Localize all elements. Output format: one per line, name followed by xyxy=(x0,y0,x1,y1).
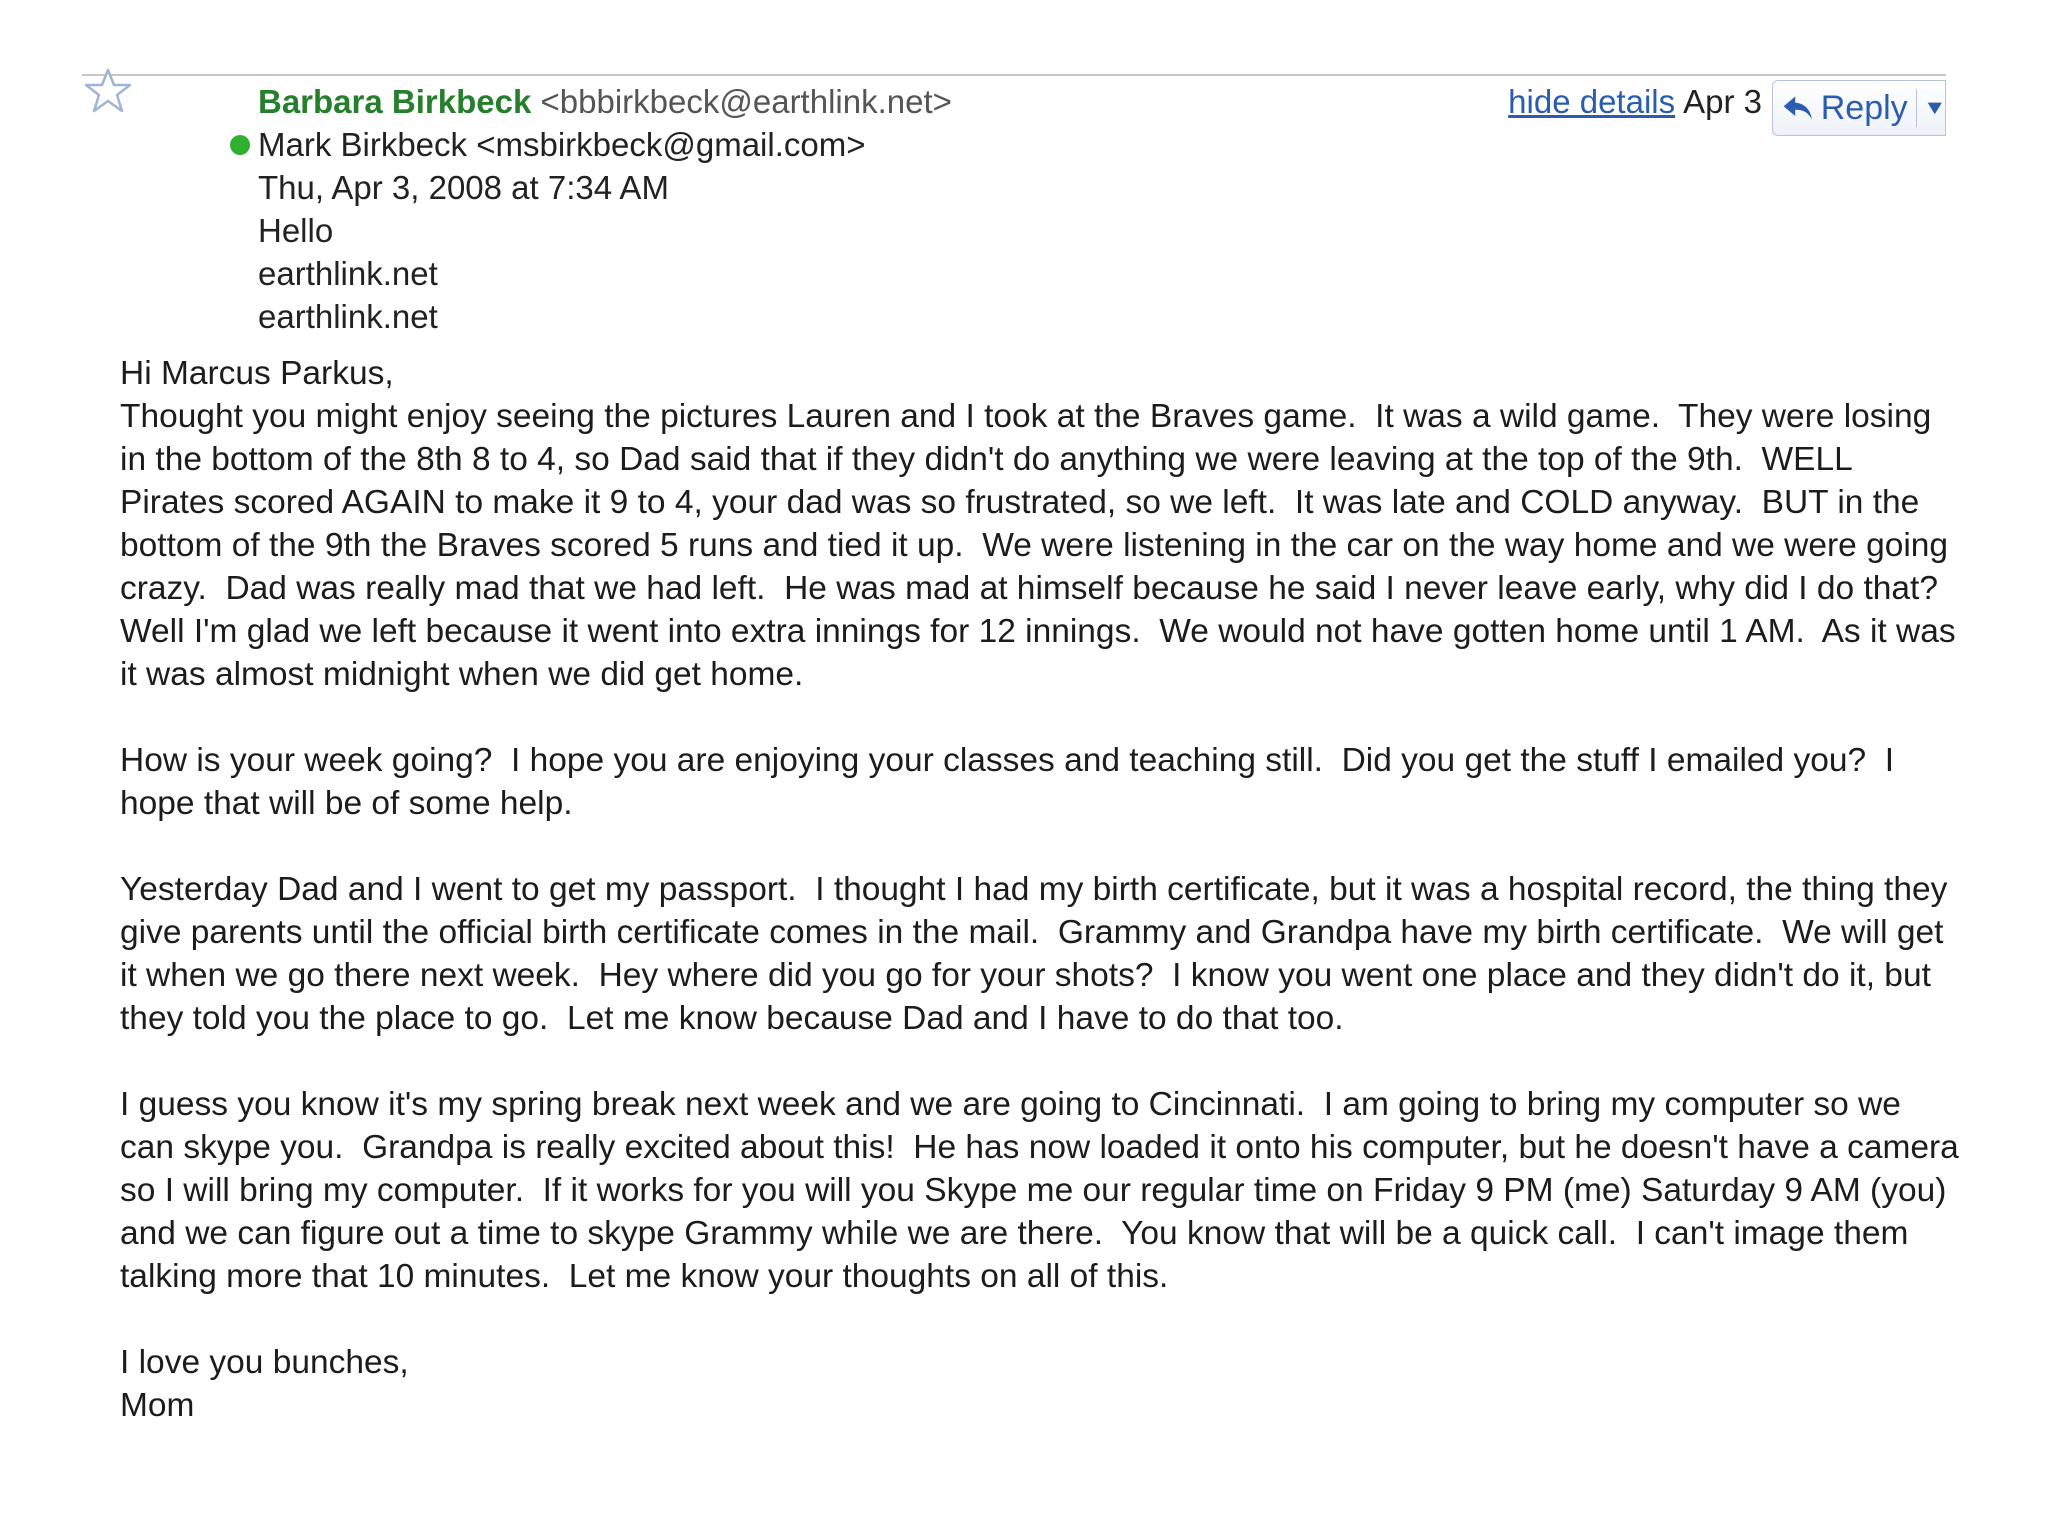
reply-button[interactable] xyxy=(1772,80,1946,136)
closing: I love you bunches, xyxy=(120,1344,409,1381)
mailed-by-value: earthlink.net xyxy=(258,255,438,292)
short-date: Apr 3 xyxy=(1683,83,1762,120)
from-row xyxy=(0,80,1500,123)
header-actions xyxy=(1508,80,1762,124)
subject-value: Hello xyxy=(258,212,334,249)
online-status-dot-icon xyxy=(230,135,250,155)
hide-details-link[interactable]: hide details xyxy=(1508,83,1676,120)
sender-name[interactable]: Barbara Birkbeck xyxy=(258,83,532,120)
signed-by-row xyxy=(0,295,1500,338)
from-value xyxy=(258,80,952,123)
subject-row xyxy=(0,209,1500,252)
date-value: Thu, Apr 3, 2008 at 7:34 AM xyxy=(258,169,669,206)
recipient[interactable]: Mark Birkbeck <msbirkbeck@gmail.com> xyxy=(258,126,866,163)
body-paragraph-3: Yesterday Dad and I went to get my passport. I thought I had my birth certificate, but it was a hospital record, the thing they give parents until the official birth certificate comes in the mail. Grammy and Grandpa have my birth certificate. We will get it when we go there next week. Hey where did you go for your shots? I know you went one place and they didn't do it, but they told you the place to go. Let me know because Dad and I have to do that too. xyxy=(120,871,1957,1037)
body-paragraph-1: Thought you might enjoy seeing the pictures Lauren and I took at the Braves game. It was a wild game. They were losing in the bottom of the 8th 8 to 4, so Dad said that if they didn't do anything we were leaving at the top of the 9th. WELL Pirates scored AGAIN to make it 9 to 4, your dad was so frustrated, so we left. It was late and COLD anyway. BUT in the bottom of the 9th the Braves scored 5 runs and tied it up. We were listening in the car on the way home and we were going crazy. Dad was really mad that we had left. He was mad at himself because he said I never leave early, why did I do that? Well I'm glad we left because it went into extra innings for 12 innings. We would not have gotten home until 1 AM. As it was it was almost midnight when we did get home. xyxy=(120,398,1965,693)
signed-by-value: earthlink.net xyxy=(258,298,438,335)
dropdown-triangle-icon[interactable] xyxy=(1925,97,1945,119)
reply-separator xyxy=(1916,89,1918,127)
header-divider xyxy=(82,74,1946,76)
reply-label: Reply xyxy=(1820,88,1908,127)
reply-arrow-icon xyxy=(1781,91,1815,125)
body-paragraph-2: How is your week going? I hope you are enjoying your classes and teaching still. Did you get the stuff I emailed you? I hope that will be of some help. xyxy=(120,742,1904,822)
signature: Mom xyxy=(120,1387,195,1424)
mailed-by-row xyxy=(0,252,1500,295)
sender-email: <bbbirkbeck@earthlink.net> xyxy=(540,83,952,120)
greeting: Hi Marcus Parkus, xyxy=(120,355,394,392)
date-row xyxy=(0,166,1500,209)
message-body xyxy=(120,352,1969,1427)
to-row xyxy=(0,123,1500,166)
body-paragraph-4: I guess you know it's my spring break next week and we are going to Cincinnati. I am going to bring my computer so we can skype you. Grandpa is really excited about this! He has now loaded it onto his computer, but he doesn't have a camera so I will bring my computer. If it works for you will you Skype me our regular time on Friday 9 PM (me) Saturday 9 AM (you) and we can figure out a time to skype Grammy while we are there. You know that will be a quick call. I can't image them talking more that 10 minutes. Let me know your thoughts on all of this. xyxy=(120,1086,1969,1295)
